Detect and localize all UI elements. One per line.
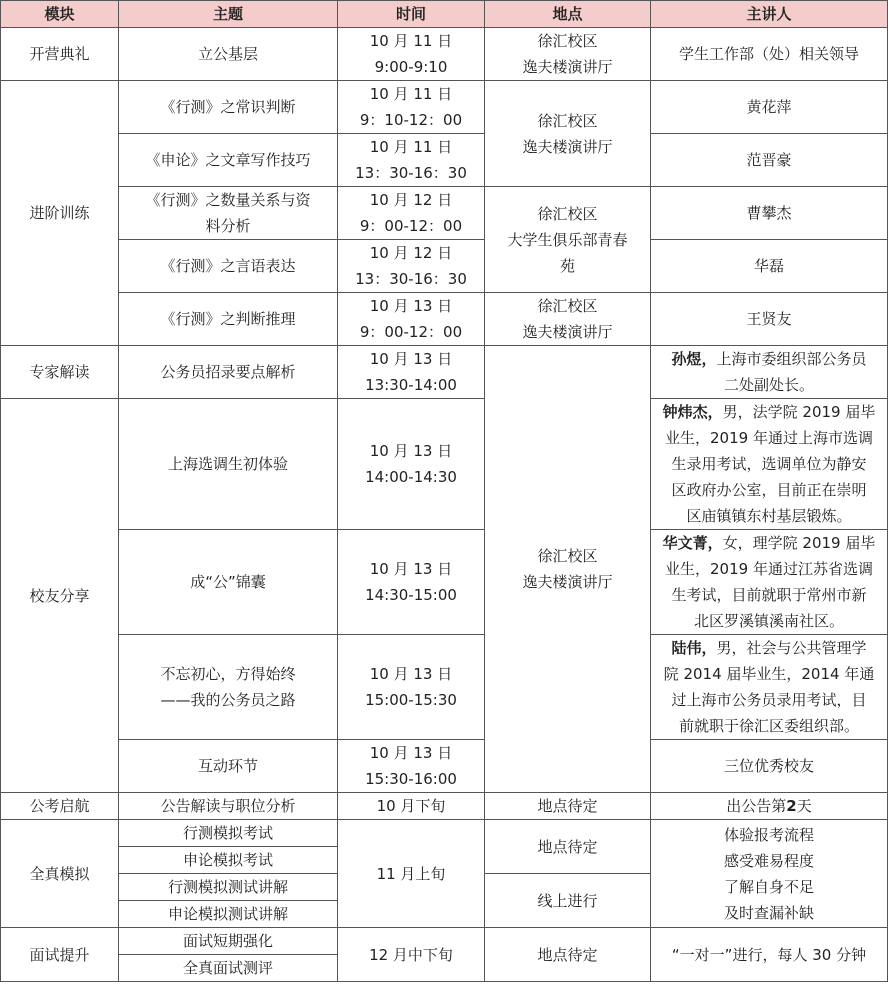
- speaker-cell: 华磊: [651, 240, 888, 293]
- topic-cell: 互动环节: [119, 740, 338, 793]
- time-cell: 11 月上旬: [338, 820, 485, 928]
- module-cell: 全真模拟: [1, 820, 119, 928]
- venue-hall: 逸夫楼演讲厅: [522, 137, 613, 156]
- speaker-day-number: 2: [786, 797, 797, 815]
- time-range: 13：30-16：30: [355, 270, 467, 288]
- module-cell: 面试提升: [1, 928, 119, 982]
- venue-campus: 徐汇校区: [537, 111, 598, 130]
- header-speaker: 主讲人: [651, 1, 888, 28]
- venue-cell: [485, 28, 651, 81]
- speaker-cell: 三位优秀校友: [651, 740, 888, 793]
- bio-line: 生考试，目前就职于常州市新: [671, 586, 867, 604]
- topic-cell: [119, 635, 338, 740]
- bio-line: 院 2014 届毕业生，2014 年通: [663, 665, 875, 683]
- module-cell: 专家解读: [1, 346, 119, 399]
- topic-cell: [119, 187, 338, 240]
- venue-hall: 逸夫楼演讲厅: [522, 58, 613, 76]
- speaker-cell: 王贤友: [651, 293, 888, 346]
- topic-cell: 《行测》之判断推理: [119, 293, 338, 346]
- module-cell: 校友分享: [1, 399, 119, 793]
- header-row: [1, 1, 888, 28]
- time-cell: [338, 740, 485, 793]
- speaker-cell: 黄花萍: [651, 81, 888, 134]
- time-cell: [338, 635, 485, 740]
- module-cell: 开营典礼: [1, 28, 119, 81]
- header-topic: 主题: [119, 1, 338, 28]
- bio-line: 生录用考试，选调单位为静安: [671, 455, 867, 473]
- speaker-cell: [651, 820, 888, 928]
- time-range: 15:30-16:00: [365, 770, 457, 788]
- time-date: 10 月 13 日: [369, 665, 453, 683]
- table-row: [1, 81, 888, 134]
- topic-line: 不忘初心，方得始终: [160, 665, 296, 683]
- bio-line: 北区罗溪镇溪南社区。: [693, 612, 844, 630]
- venue-hall: 苑: [559, 256, 575, 275]
- venue-campus: 徐汇校区: [537, 547, 598, 565]
- table-row: [1, 635, 888, 740]
- time-cell: [338, 187, 485, 240]
- time-range: 9：00-12：00: [359, 323, 463, 341]
- speaker-cell: “一对一”进行，每人 30 分钟: [651, 928, 888, 982]
- table-row: [1, 134, 888, 187]
- venue-cell: [485, 81, 651, 187]
- venue-hall: 大学生俱乐部青春: [507, 230, 628, 249]
- topic-cell: 面试短期强化: [119, 928, 338, 955]
- bio-text: 上海市委组织部公务员: [716, 350, 867, 368]
- table-row: [1, 793, 888, 820]
- time-cell: [338, 81, 485, 134]
- venue-hall: 逸夫楼演讲厅: [522, 323, 613, 341]
- time-range: 9：10-12：00: [359, 111, 463, 129]
- topic-cell: 行测模拟考试: [119, 820, 338, 847]
- bio-line: [655, 530, 883, 556]
- time-range: 9：00-12：00: [359, 217, 463, 235]
- time-date: 10 月 12 日: [369, 191, 453, 209]
- speaker-line: 感受难易程度: [723, 851, 814, 870]
- speaker-bio-cell: [651, 399, 888, 530]
- speaker-cell: 曹攀杰: [651, 187, 888, 240]
- venue-cell: 线上进行: [485, 874, 651, 928]
- venue-hall: 逸夫楼演讲厅: [522, 573, 613, 591]
- speaker-name: 华文菁，: [662, 534, 723, 552]
- topic-cell: 上海选调生初体验: [119, 399, 338, 530]
- time-cell: [338, 346, 485, 399]
- venue-campus: 徐汇校区: [537, 297, 598, 315]
- topic-cell: 公务员招录要点解析: [119, 346, 338, 399]
- time-range: 13:30-14:00: [365, 376, 457, 394]
- speaker-bio-cell: [651, 635, 888, 740]
- speaker-name: 孙煜，: [671, 350, 717, 368]
- module-cell: 进阶训练: [1, 81, 119, 346]
- time-cell: [338, 293, 485, 346]
- venue-cell: 地点待定: [485, 928, 651, 982]
- header-time: 时间: [338, 1, 485, 28]
- header-venue: 地点: [485, 1, 651, 28]
- time-cell: [338, 240, 485, 293]
- topic-line: 《行测》之数量关系与资: [145, 191, 311, 209]
- time-range: 15:00-15:30: [365, 691, 457, 709]
- bio-text: 男，社会与公共管理学: [716, 639, 867, 657]
- bio-text: 男，法学院 2019 届毕: [722, 403, 876, 421]
- topic-cell: 全真面试测评: [119, 955, 338, 982]
- bio-line: 业生，2019 年通过上海市选调: [665, 429, 873, 447]
- venue-cell: [485, 346, 651, 793]
- module-cell: 公考启航: [1, 793, 119, 820]
- table-row: [1, 820, 888, 847]
- speaker-text: 天: [796, 797, 812, 815]
- bio-line: 过上海市公务员录用考试，目: [671, 691, 867, 709]
- table-row: [1, 293, 888, 346]
- bio-line: 前就职于徐汇区委组织部。: [678, 717, 859, 735]
- topic-cell: 申论模拟考试: [119, 847, 338, 874]
- bio-line: 区庙镇镇东村基层锻炼。: [686, 507, 852, 525]
- speaker-cell: [651, 793, 888, 820]
- time-date: 10 月 13 日: [369, 297, 453, 315]
- time-date: 10 月 11 日: [369, 85, 453, 103]
- speaker-bio-cell: [651, 530, 888, 635]
- venue-campus: 徐汇校区: [537, 32, 598, 50]
- time-cell: 12 月中下旬: [338, 928, 485, 982]
- header-module: 模块: [1, 1, 119, 28]
- topic-cell: 公告解读与职位分析: [119, 793, 338, 820]
- topic-cell: 立公基层: [119, 28, 338, 81]
- table-row: [1, 399, 888, 530]
- time-date: 10 月 12 日: [369, 244, 453, 262]
- time-date: 10 月 11 日: [369, 32, 453, 50]
- topic-line: ——我的公务员之路: [160, 691, 296, 709]
- time-date: 10 月 13 日: [369, 560, 453, 578]
- speaker-name: 陆伟，: [671, 639, 717, 657]
- bio-text: 女，理学院 2019 届毕: [722, 534, 876, 552]
- speaker-line: 了解自身不足: [723, 877, 814, 896]
- time-cell: [338, 134, 485, 187]
- time-date: 10 月 13 日: [369, 744, 453, 762]
- table-row: [1, 740, 888, 793]
- table-row: [1, 28, 888, 81]
- topic-cell: 《申论》之文章写作技巧: [119, 134, 338, 187]
- speaker-line: 及时查漏补缺: [723, 903, 814, 922]
- venue-cell: 地点待定: [485, 820, 651, 874]
- bio-line: 业生，2019 年通过江苏省选调: [665, 560, 873, 578]
- speaker-line: 体验报考流程: [723, 825, 814, 844]
- time-date: 10 月 13 日: [369, 442, 453, 460]
- venue-cell: [485, 293, 651, 346]
- table-row: [1, 187, 888, 240]
- venue-cell: 地点待定: [485, 793, 651, 820]
- bio-line: 区政府办公室，目前正在崇明: [671, 481, 867, 499]
- time-cell: 10 月下旬: [338, 793, 485, 820]
- venue-cell: [485, 187, 651, 293]
- table-row: [1, 928, 888, 955]
- bio-line: [655, 635, 883, 661]
- speaker-bio-cell: [651, 346, 888, 399]
- topic-cell: 申论模拟测试讲解: [119, 901, 338, 928]
- table-row: [1, 346, 888, 399]
- speaker-cell: 范晋豪: [651, 134, 888, 187]
- speaker-text: 出公告第: [726, 797, 787, 815]
- table-row: [1, 240, 888, 293]
- topic-cell: 成“公”锦囊: [119, 530, 338, 635]
- time-range: 13：30-16：30: [355, 164, 467, 182]
- bio-line: [655, 399, 883, 425]
- speaker-name: 钟炜杰，: [662, 403, 723, 421]
- time-range: 14:30-15:00: [365, 586, 457, 604]
- time-cell: [338, 530, 485, 635]
- time-date: 10 月 13 日: [369, 350, 453, 368]
- time-cell: [338, 28, 485, 81]
- time-range: 9:00-9:10: [374, 58, 448, 76]
- topic-cell: 《行测》之常识判断: [119, 81, 338, 134]
- time-date: 10 月 11 日: [369, 138, 453, 156]
- time-cell: [338, 399, 485, 530]
- topic-cell: 行测模拟测试讲解: [119, 874, 338, 901]
- venue-campus: 徐汇校区: [537, 204, 598, 223]
- speaker-cell: 学生工作部（处）相关领导: [651, 28, 888, 81]
- bio-line: 二处副处长。: [723, 376, 814, 394]
- topic-cell: 《行测》之言语表达: [119, 240, 338, 293]
- bio-line: [655, 346, 883, 372]
- topic-line: 料分析: [205, 217, 251, 235]
- time-range: 14:00-14:30: [365, 468, 457, 486]
- table-row: [1, 530, 888, 635]
